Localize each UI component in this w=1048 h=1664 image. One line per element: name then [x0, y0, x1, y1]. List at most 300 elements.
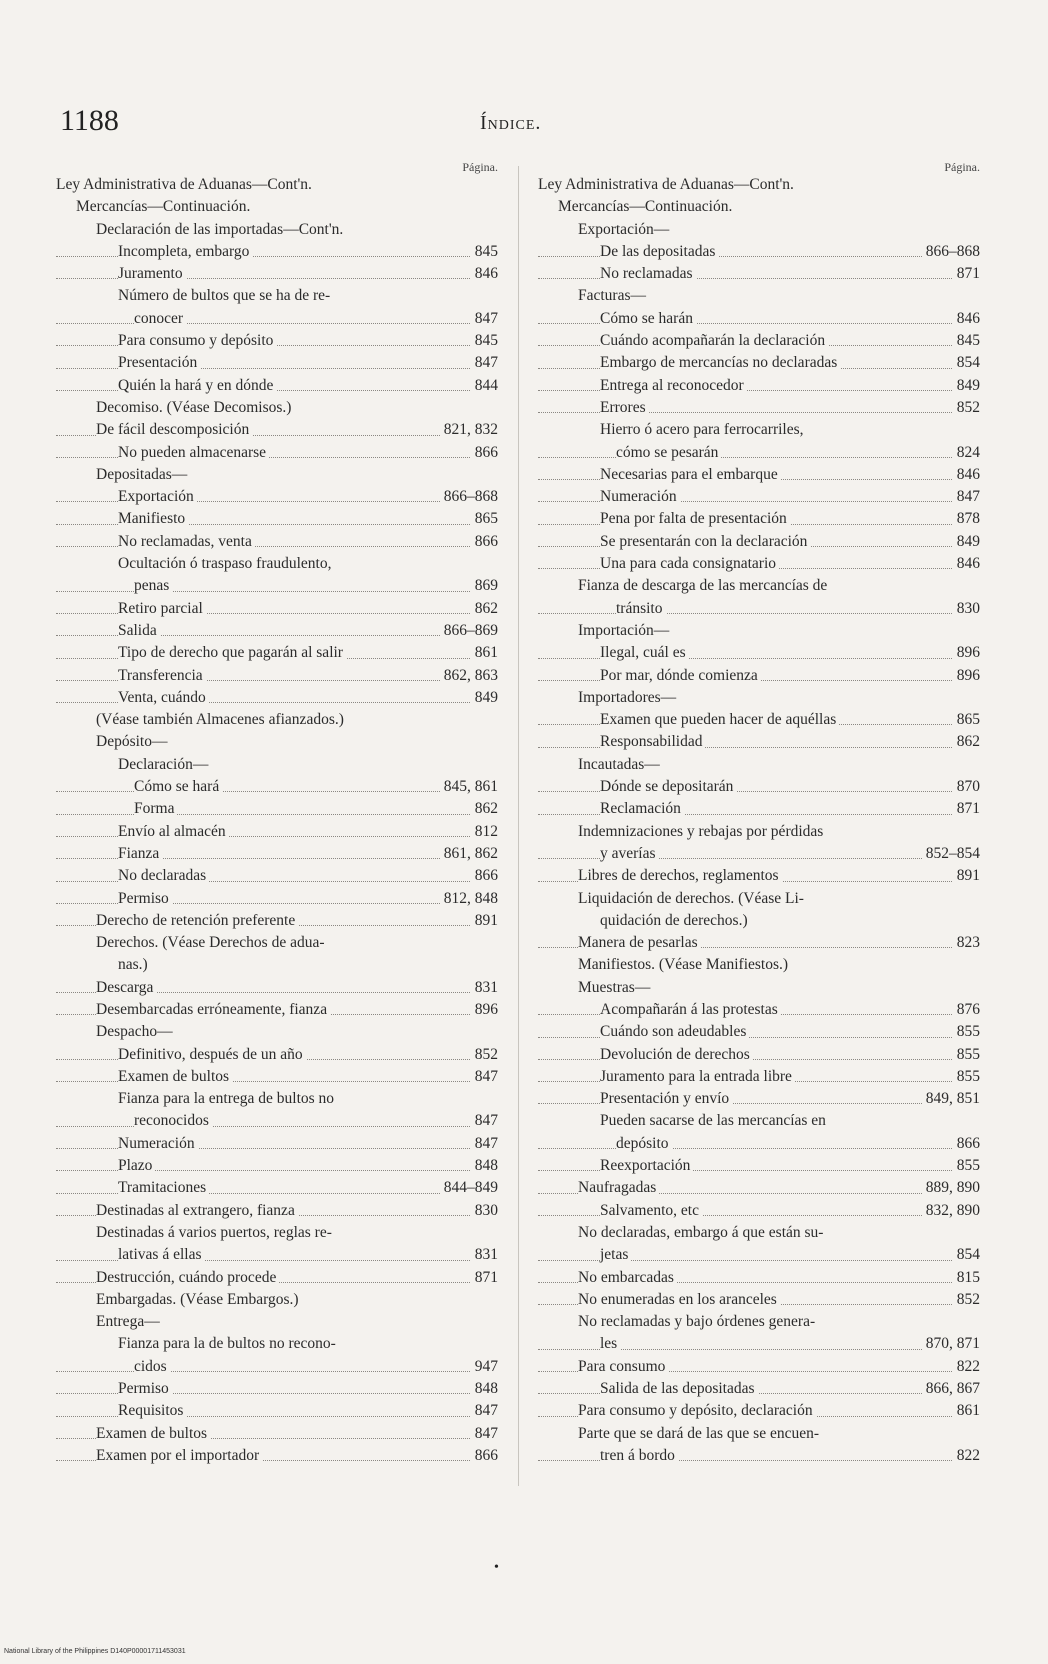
- index-entry: [538, 776, 980, 798]
- entry-text: No reclamadas, venta: [118, 533, 255, 550]
- index-entry: [538, 620, 980, 642]
- index-entry: [538, 598, 980, 620]
- index-entry: [56, 174, 498, 196]
- entry-text: y averías: [600, 845, 659, 862]
- entry-page-ref: 854: [953, 352, 980, 374]
- entry-text: Cuándo acompañarán la declaración: [600, 332, 828, 349]
- index-entry: [538, 821, 980, 843]
- entry-page-ref: 891: [953, 865, 980, 887]
- entry-text: Mercancías—Continuación.: [558, 198, 735, 215]
- entry-text: Salvamento, etc: [600, 1202, 702, 1219]
- entry-text: Manifiestos. (Véase Manifiestos.): [578, 956, 791, 973]
- index-entry: [56, 1423, 498, 1445]
- entry-page-ref: 866: [471, 865, 498, 887]
- entry-text: Destinadas al extrangero, fianza: [96, 1202, 298, 1219]
- entry-page-ref: 849: [953, 531, 980, 553]
- index-entry: [538, 1177, 980, 1199]
- index-entry: [56, 1356, 498, 1378]
- index-entry: [538, 1044, 980, 1066]
- entry-page-ref: 855: [953, 1021, 980, 1043]
- index-entry: [56, 642, 498, 664]
- index-entry: [56, 1311, 498, 1333]
- entry-text: Forma: [134, 800, 177, 817]
- index-entries: [538, 174, 980, 1467]
- entry-page-ref: 862: [953, 731, 980, 753]
- index-entry: [56, 219, 498, 241]
- index-entry: [538, 1066, 980, 1088]
- entry-text: Transferencia: [118, 667, 206, 684]
- entry-page-ref: 854: [953, 1244, 980, 1266]
- entry-text: les: [600, 1335, 620, 1352]
- entry-page-ref: 849: [471, 687, 498, 709]
- entry-text: Reclamación: [600, 800, 684, 817]
- index-entry: [56, 1333, 498, 1355]
- entry-text: Manifiesto: [118, 510, 188, 527]
- index-entry: [538, 263, 980, 285]
- index-entry: [538, 754, 980, 776]
- entry-page-ref: 852: [953, 397, 980, 419]
- entry-page-ref: 866, 867: [922, 1378, 980, 1400]
- entry-page-ref: 831: [471, 1244, 498, 1266]
- index-entry: [538, 1200, 980, 1222]
- entry-page-ref: 896: [471, 999, 498, 1021]
- entry-text: Se presentarán con la declaración: [600, 533, 810, 550]
- entry-page-ref: 866–869: [440, 620, 498, 642]
- entry-text: (Véase también Almacenes afianzados.): [96, 711, 347, 728]
- entry-text: quidación de derechos.): [600, 912, 751, 929]
- entry-page-ref: 855: [953, 1044, 980, 1066]
- entry-text: Indemnizaciones y rebajas por pérdidas: [578, 823, 826, 840]
- entry-page-ref: 866: [953, 1133, 980, 1155]
- entry-page-ref: 822: [953, 1356, 980, 1378]
- index-entry: [538, 1088, 980, 1110]
- entry-text: Quién la hará y en dónde: [118, 377, 276, 394]
- entry-text: Libres de derechos, reglamentos: [578, 867, 782, 884]
- entry-text: Entrega—: [96, 1313, 163, 1330]
- entry-text: penas: [134, 577, 172, 594]
- entry-text: De las depositadas: [600, 243, 718, 260]
- entry-page-ref: 845, 861: [440, 776, 498, 798]
- entry-text: Entrega al reconocedor: [600, 377, 747, 394]
- entry-text: Importación—: [578, 622, 672, 639]
- entry-text: Destrucción, cuándo procede: [96, 1269, 279, 1286]
- entry-text: Manera de pesarlas: [578, 934, 701, 951]
- entry-text: depósito: [616, 1135, 672, 1152]
- index-entry: [56, 1133, 498, 1155]
- entry-text: Juramento para la entrada libre: [600, 1068, 795, 1085]
- entry-page-ref: 831: [471, 977, 498, 999]
- index-entry: [56, 754, 498, 776]
- index-entry: [56, 196, 498, 218]
- index-entry: [538, 910, 980, 932]
- index-entry: [538, 553, 980, 575]
- entry-page-ref: 847: [471, 1110, 498, 1132]
- index-entry: [56, 709, 498, 731]
- index-entry: [538, 419, 980, 441]
- index-entry: [538, 642, 980, 664]
- entry-text: Retiro parcial: [118, 600, 206, 617]
- entry-page-ref: 846: [953, 308, 980, 330]
- index-entry: [538, 486, 980, 508]
- entry-text: Acompañarán á las protestas: [600, 1001, 781, 1018]
- entry-text: conocer: [134, 310, 186, 327]
- entry-page-ref: 844: [471, 375, 498, 397]
- footer-note: National Library of the Philippines D140P00001711453031: [4, 1648, 186, 1655]
- entry-page-ref: 870, 871: [922, 1333, 980, 1355]
- index-entry: [56, 1400, 498, 1422]
- entry-text: Exportación: [118, 488, 197, 505]
- entry-text: De fácil descomposición: [96, 421, 252, 438]
- entry-page-ref: 844–849: [440, 1177, 498, 1199]
- index-entry: [538, 174, 980, 196]
- entry-page-ref: 862, 863: [440, 665, 498, 687]
- index-entry: [538, 308, 980, 330]
- index-entry: [56, 308, 498, 330]
- index-entry: [56, 419, 498, 441]
- entry-page-ref: 862: [471, 598, 498, 620]
- entry-text: cómo se pesarán: [616, 444, 721, 461]
- index-entry: [538, 1021, 980, 1043]
- entry-text: Salida de las depositadas: [600, 1380, 758, 1397]
- entry-text: Definitivo, después de un año: [118, 1046, 306, 1063]
- index-entry: [56, 776, 498, 798]
- entry-text: Declaración de las importadas—Cont'n.: [96, 221, 346, 238]
- entry-text: Descarga: [96, 979, 156, 996]
- entry-text: Número de bultos que se ha de re-: [118, 287, 333, 304]
- index-entry: [56, 1066, 498, 1088]
- entry-page-ref: 896: [953, 665, 980, 687]
- index-entry: [538, 241, 980, 263]
- index-entry: [56, 241, 498, 263]
- index-entries: [56, 174, 498, 1467]
- index-entry: [538, 731, 980, 753]
- entry-page-ref: 878: [953, 508, 980, 530]
- entry-text: Numeración: [118, 1135, 198, 1152]
- index-entry: [56, 330, 498, 352]
- index-column-left: [56, 160, 498, 1467]
- index-entry: [56, 821, 498, 843]
- entry-page-ref: 866: [471, 531, 498, 553]
- entry-text: Envío al almacén: [118, 823, 229, 840]
- entry-text: Destinadas á varios puertos, reglas re-: [96, 1224, 335, 1241]
- entry-text: Importadores—: [578, 689, 679, 706]
- index-entry: [538, 508, 980, 530]
- entry-page-ref: 830: [953, 598, 980, 620]
- entry-text: Para consumo y depósito: [118, 332, 276, 349]
- entry-text: Permiso: [118, 1380, 172, 1397]
- index-entry: [538, 843, 980, 865]
- entry-text: Embargo de mercancías no declaradas: [600, 354, 840, 371]
- index-entry: [56, 999, 498, 1021]
- running-head: Índice.: [480, 112, 542, 134]
- entry-text: Dónde se depositarán: [600, 778, 736, 795]
- entry-text: Fianza para la entrega de bultos no: [118, 1090, 337, 1107]
- entry-text: Facturas—: [578, 287, 649, 304]
- index-entry: [56, 620, 498, 642]
- entry-page-ref: 866–868: [922, 241, 980, 263]
- entry-text: Salida: [118, 622, 160, 639]
- index-entry: [538, 888, 980, 910]
- entry-page-ref: 822: [953, 1445, 980, 1467]
- entry-page-ref: 865: [471, 508, 498, 530]
- index-entry: [56, 1177, 498, 1199]
- entry-text: Desembarcadas erróneamente, fianza: [96, 1001, 330, 1018]
- page-bullet: •: [494, 1560, 499, 1575]
- index-entry: [56, 910, 498, 932]
- index-entry: [56, 932, 498, 954]
- index-entry: [56, 486, 498, 508]
- entry-page-ref: 852: [471, 1044, 498, 1066]
- page-header: [60, 104, 990, 144]
- index-entry: [538, 330, 980, 352]
- entry-text: Para consumo: [578, 1358, 668, 1375]
- index-entry: [56, 1289, 498, 1311]
- index-entry: [56, 1200, 498, 1222]
- entry-page-ref: 861, 862: [440, 843, 498, 865]
- entry-text: Incautadas—: [578, 756, 663, 773]
- entry-text: Incompleta, embargo: [118, 243, 252, 260]
- entry-text: Pueden sacarse de las mercancías en: [600, 1112, 829, 1129]
- entry-page-ref: 849: [953, 375, 980, 397]
- entry-page-ref: 848: [471, 1378, 498, 1400]
- entry-text: jetas: [600, 1246, 631, 1263]
- index-entry: [56, 508, 498, 530]
- index-entry: [538, 954, 980, 976]
- pagina-label: Página.: [462, 160, 498, 174]
- entry-text: reconocidos: [134, 1112, 212, 1129]
- index-entry: [538, 219, 980, 241]
- entry-text: Parte que se dará de las que se encuen-: [578, 1425, 822, 1442]
- entry-text: Despacho—: [96, 1023, 176, 1040]
- index-entry: [56, 865, 498, 887]
- entry-page-ref: 876: [953, 999, 980, 1021]
- index-entry: [56, 352, 498, 374]
- entry-text: Depositadas—: [96, 466, 190, 483]
- index-entry: [538, 531, 980, 553]
- entry-text: Decomiso. (Véase Decomisos.): [96, 399, 294, 416]
- entry-page-ref: 846: [953, 553, 980, 575]
- index-entry: [538, 1267, 980, 1289]
- entry-text: Devolución de derechos: [600, 1046, 753, 1063]
- entry-page-ref: 871: [953, 798, 980, 820]
- entry-page-ref: 847: [471, 352, 498, 374]
- entry-text: tránsito: [616, 600, 666, 617]
- entry-text: Muestras—: [578, 979, 653, 996]
- entry-text: Por mar, dónde comienza: [600, 667, 761, 684]
- index-entry: [56, 598, 498, 620]
- index-entry: [56, 1244, 498, 1266]
- entry-text: Permiso: [118, 890, 172, 907]
- index-entry: [538, 687, 980, 709]
- entry-page-ref: 862: [471, 798, 498, 820]
- index-entry: [538, 1155, 980, 1177]
- index-entry: [538, 1133, 980, 1155]
- entry-page-ref: 845: [471, 330, 498, 352]
- entry-text: Ley Administrativa de Aduanas—Cont'n.: [538, 176, 797, 193]
- entry-text: Depósito—: [96, 733, 170, 750]
- entry-page-ref: 847: [471, 1133, 498, 1155]
- index-entry: [538, 285, 980, 307]
- pagina-label: Página.: [944, 160, 980, 174]
- entry-page-ref: 855: [953, 1155, 980, 1177]
- index-entry: [538, 1356, 980, 1378]
- entry-text: No declaradas: [118, 867, 209, 884]
- entry-page-ref: 869: [471, 575, 498, 597]
- index-entry: [56, 285, 498, 307]
- index-entry: [56, 1021, 498, 1043]
- entry-text: Responsabilidad: [600, 733, 705, 750]
- index-entry: [538, 1110, 980, 1132]
- entry-page-ref: 815: [953, 1267, 980, 1289]
- entry-text: No declaradas, embargo á que están su-: [578, 1224, 826, 1241]
- entry-text: Presentación y envío: [600, 1090, 732, 1107]
- entry-page-ref: 871: [471, 1267, 498, 1289]
- index-entry: [56, 464, 498, 486]
- entry-text: Reexportación: [600, 1157, 693, 1174]
- entry-text: Exportación—: [578, 221, 672, 238]
- index-entry: [56, 1044, 498, 1066]
- entry-page-ref: 861: [953, 1400, 980, 1422]
- index-entry: [538, 932, 980, 954]
- index-entry: [538, 1333, 980, 1355]
- index-entry: [56, 553, 498, 575]
- index-entry: [56, 798, 498, 820]
- entry-text: Tipo de derecho que pagarán al salir: [118, 644, 346, 661]
- index-entry: [56, 1088, 498, 1110]
- entry-page-ref: 847: [953, 486, 980, 508]
- index-entry: [538, 442, 980, 464]
- entry-page-ref: 823: [953, 932, 980, 954]
- entry-text: Para consumo y depósito, declaración: [578, 1402, 816, 1419]
- index-entry: [56, 843, 498, 865]
- entry-text: Ilegal, cuál es: [600, 644, 689, 661]
- entry-page-ref: 847: [471, 308, 498, 330]
- entry-text: Errores: [600, 399, 649, 416]
- entry-text: Fianza: [118, 845, 162, 862]
- index-entry: [538, 798, 980, 820]
- entry-text: Derechos. (Véase Derechos de adua-: [96, 934, 328, 951]
- entry-text: lativas á ellas: [118, 1246, 205, 1263]
- entry-page-ref: 866–868: [440, 486, 498, 508]
- index-entry: [538, 709, 980, 731]
- index-entry: [56, 687, 498, 709]
- entry-text: tren á bordo: [600, 1447, 678, 1464]
- entry-text: Naufragadas: [578, 1179, 659, 1196]
- index-entry: [538, 575, 980, 597]
- entry-text: Examen que pueden hacer de aquéllas: [600, 711, 839, 728]
- index-entry: [538, 1244, 980, 1266]
- index-entry: [538, 865, 980, 887]
- entry-page-ref: 821, 832: [440, 419, 498, 441]
- index-entry: [538, 1222, 980, 1244]
- entry-text: nas.): [118, 956, 151, 973]
- entry-page-ref: 871: [953, 263, 980, 285]
- entry-page-ref: 947: [471, 1356, 498, 1378]
- index-entry: [56, 263, 498, 285]
- entry-page-ref: 848: [471, 1155, 498, 1177]
- index-entry: [56, 442, 498, 464]
- entry-page-ref: 847: [471, 1400, 498, 1422]
- index-entry: [56, 665, 498, 687]
- index-entry: [538, 397, 980, 419]
- entry-text: Una para cada consignatario: [600, 555, 779, 572]
- index-entry: [56, 1378, 498, 1400]
- index-entry: [56, 1110, 498, 1132]
- entry-text: No enumeradas en los aranceles: [578, 1291, 780, 1308]
- entry-page-ref: 847: [471, 1066, 498, 1088]
- index-entry: [538, 1378, 980, 1400]
- entry-text: Examen de bultos: [118, 1068, 232, 1085]
- index-entry: [538, 375, 980, 397]
- entry-text: Necesarias para el embarque: [600, 466, 781, 483]
- index-entry: [56, 531, 498, 553]
- entry-text: Cuándo son adeudables: [600, 1023, 749, 1040]
- entry-page-ref: 845: [471, 241, 498, 263]
- entry-page-ref: 845: [953, 330, 980, 352]
- entry-text: Tramitaciones: [118, 1179, 209, 1196]
- index-entry: [538, 352, 980, 374]
- entry-page-ref: 870: [953, 776, 980, 798]
- index-entry: [56, 1267, 498, 1289]
- entry-page-ref: 847: [471, 1423, 498, 1445]
- entry-page-ref: 866: [471, 442, 498, 464]
- index-entry: [538, 1289, 980, 1311]
- entry-text: Pena por falta de presentación: [600, 510, 790, 527]
- entry-text: Examen de bultos: [96, 1425, 210, 1442]
- entry-text: No reclamadas y bajo órdenes genera-: [578, 1313, 818, 1330]
- entry-text: Ley Administrativa de Aduanas—Cont'n.: [56, 176, 315, 193]
- entry-text: Venta, cuándo: [118, 689, 209, 706]
- entry-page-ref: 830: [471, 1200, 498, 1222]
- entry-text: Ocultación ó traspaso fraudulento,: [118, 555, 335, 572]
- entry-page-ref: 896: [953, 642, 980, 664]
- entry-page-ref: 855: [953, 1066, 980, 1088]
- entry-page-ref: 891: [471, 910, 498, 932]
- index-entry: [56, 397, 498, 419]
- index-entry: [56, 1155, 498, 1177]
- entry-text: Numeración: [600, 488, 680, 505]
- entry-text: Liquidación de derechos. (Véase Li-: [578, 890, 807, 907]
- index-entry: [538, 1311, 980, 1333]
- index-entry: [56, 1222, 498, 1244]
- entry-text: No reclamadas: [600, 265, 696, 282]
- entry-page-ref: 846: [953, 464, 980, 486]
- index-entry: [538, 1445, 980, 1467]
- entry-page-ref: 852–854: [922, 843, 980, 865]
- entry-text: Fianza para la de bultos no recono-: [118, 1335, 339, 1352]
- entry-text: Fianza de descarga de las mercancías de: [578, 577, 830, 594]
- entry-page-ref: 865: [953, 709, 980, 731]
- entry-text: Derecho de retención preferente: [96, 912, 298, 929]
- entry-page-ref: 861: [471, 642, 498, 664]
- entry-text: Mercancías—Continuación.: [76, 198, 253, 215]
- index-entry: [538, 464, 980, 486]
- index-entry: [538, 196, 980, 218]
- index-entry: [538, 977, 980, 999]
- entry-page-ref: 824: [953, 442, 980, 464]
- entry-text: Declaración—: [118, 756, 211, 773]
- index-entry: [56, 977, 498, 999]
- index-entry: [56, 954, 498, 976]
- index-entry: [538, 1423, 980, 1445]
- entry-text: No embarcadas: [578, 1269, 677, 1286]
- entry-text: Examen por el importador: [96, 1447, 262, 1464]
- entry-page-ref: 812: [471, 821, 498, 843]
- entry-text: Plazo: [118, 1157, 155, 1174]
- index-entry: [56, 731, 498, 753]
- entry-page-ref: 846: [471, 263, 498, 285]
- entry-page-ref: 889, 890: [922, 1177, 980, 1199]
